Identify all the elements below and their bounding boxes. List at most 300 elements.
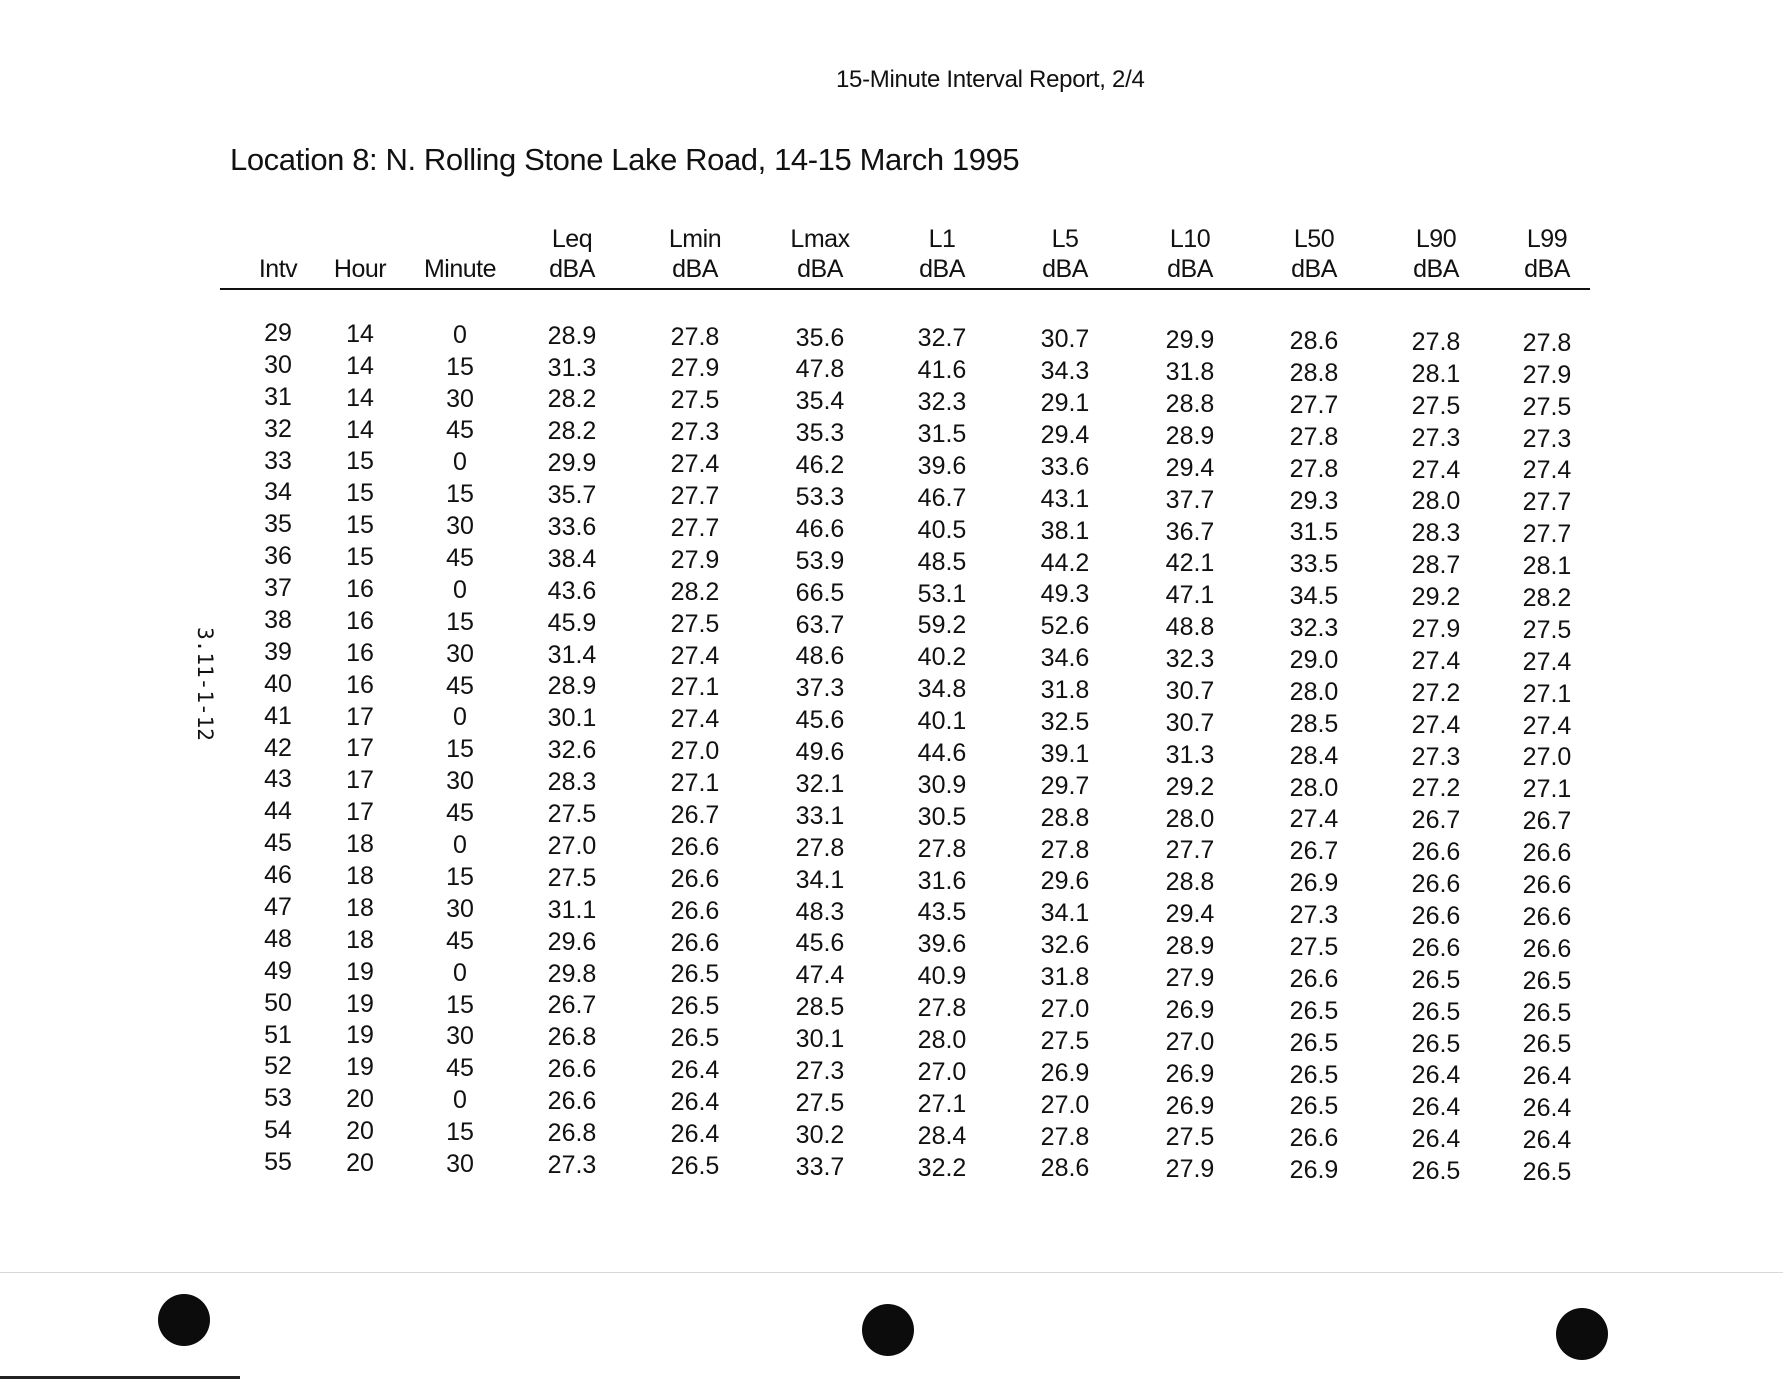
cell-hour: 15: [346, 447, 374, 476]
cell-l90: 28.1: [1411, 359, 1461, 388]
column-header-unit: dBA: [1291, 255, 1337, 283]
cell-l90: 27.5: [1411, 391, 1461, 420]
cell-l50: 29.0: [1289, 646, 1339, 674]
cell-l90: 26.6: [1411, 838, 1461, 867]
cell-l1: 32.7: [917, 324, 967, 353]
cell-leq: 45.9: [547, 608, 597, 637]
cell-leq: 28.3: [547, 768, 597, 797]
cell-l5: 31.8: [1040, 676, 1090, 705]
column-header-name: L50: [1293, 225, 1335, 253]
cell-l90: 26.5: [1411, 1029, 1461, 1058]
cell-l1: 46.7: [917, 483, 967, 512]
cell-l99: 27.0: [1522, 743, 1572, 772]
cell-l10: 28.9: [1165, 932, 1215, 961]
table-row: [220, 1051, 1590, 1091]
cell-l99: 28.1: [1522, 552, 1572, 581]
cell-l99: 26.5: [1522, 998, 1572, 1027]
bottom-edge-bar: [0, 1376, 240, 1379]
cell-l50: 27.8: [1289, 422, 1339, 451]
cell-minute: 45: [446, 1054, 474, 1083]
cell-lmax: 47.8: [795, 355, 845, 384]
column-header-unit: Hour: [333, 255, 387, 283]
table-row: [220, 1147, 1590, 1187]
cell-l99: 27.5: [1522, 392, 1572, 421]
cell-l5: 32.5: [1040, 707, 1090, 736]
cell-hour: 16: [346, 670, 374, 699]
cell-l1: 32.3: [917, 388, 967, 417]
cell-minute: 15: [446, 480, 474, 509]
cell-hour: 16: [346, 606, 374, 635]
column-header-name: Lmax: [790, 225, 850, 253]
cell-lmax: 53.3: [795, 482, 845, 511]
cell-l10: 28.8: [1165, 868, 1215, 897]
cell-hour: 15: [346, 511, 374, 540]
cell-l5: 27.8: [1040, 835, 1090, 864]
cell-l5: 26.9: [1040, 1058, 1090, 1087]
column-header-unit: dBA: [1413, 255, 1459, 283]
cell-l10: 37.7: [1165, 485, 1215, 514]
cell-l90: 26.7: [1411, 806, 1461, 835]
cell-l1: 27.1: [917, 1089, 967, 1118]
cell-l90: 26.6: [1411, 902, 1461, 931]
cell-lmin: 26.5: [670, 960, 720, 989]
cell-l10: 28.9: [1165, 421, 1215, 450]
column-header-unit: dBA: [797, 255, 843, 283]
cell-l10: 28.8: [1165, 389, 1215, 418]
cell-minute: 15: [446, 352, 474, 381]
cell-minute: 30: [446, 1149, 474, 1178]
cell-lmax: 27.5: [795, 1088, 845, 1117]
cell-l10: 27.9: [1165, 1155, 1215, 1184]
cell-l90: 27.4: [1411, 455, 1461, 484]
cell-l90: 26.5: [1411, 997, 1461, 1026]
cell-minute: 15: [446, 1118, 474, 1147]
cell-minute: 0: [453, 1086, 467, 1115]
cell-lmax: 46.2: [795, 451, 845, 480]
cell-lmax: 27.3: [795, 1056, 845, 1085]
cell-leq: 27.0: [547, 831, 597, 860]
cell-leq: 32.6: [547, 736, 597, 765]
cell-hour: 20: [346, 1085, 374, 1114]
cell-intv: 32: [264, 414, 292, 443]
cell-lmax: 35.3: [795, 419, 845, 448]
cell-l90: 27.4: [1411, 646, 1461, 675]
cell-intv: 51: [264, 1020, 292, 1049]
cell-minute: 30: [446, 384, 474, 413]
cell-lmax: 47.4: [795, 961, 845, 990]
cell-l99: 27.4: [1522, 456, 1572, 485]
cell-lmax: 35.6: [795, 323, 845, 352]
cell-l50: 26.7: [1289, 837, 1339, 866]
cell-hour: 18: [346, 893, 374, 922]
cell-lmax: 48.6: [795, 642, 845, 671]
cell-minute: 30: [446, 639, 474, 668]
cell-l5: 32.6: [1040, 931, 1090, 960]
column-header-l99: [1524, 224, 1570, 284]
cell-leq: 33.6: [547, 513, 597, 542]
column-header-name: L10: [1169, 225, 1211, 253]
cell-l50: 26.6: [1289, 964, 1339, 993]
cell-l1: 40.5: [917, 515, 967, 544]
cell-minute: 30: [446, 512, 474, 541]
cell-lmax: 45.6: [795, 929, 845, 958]
cell-minute: 0: [453, 448, 467, 477]
cell-l99: 27.7: [1522, 520, 1572, 549]
cell-l10: 28.0: [1165, 804, 1215, 833]
cell-l50: 28.0: [1289, 773, 1339, 802]
cell-l90: 27.3: [1411, 423, 1461, 452]
cell-l5: 30.7: [1040, 325, 1090, 354]
cell-l5: 27.8: [1040, 1122, 1090, 1151]
cell-leq: 26.6: [547, 1087, 597, 1116]
cell-l50: 28.8: [1289, 358, 1339, 387]
cell-intv: 53: [264, 1084, 292, 1113]
cell-l50: 34.5: [1289, 582, 1339, 611]
cell-l50: 26.5: [1289, 1092, 1339, 1121]
cell-hour: 16: [346, 638, 374, 667]
cell-l1: 31.6: [917, 866, 967, 895]
punch-hole: [158, 1294, 210, 1346]
table-row: [220, 414, 1590, 453]
table-row: [220, 892, 1590, 931]
cell-intv: 34: [264, 478, 292, 507]
cell-leq: 31.3: [547, 353, 597, 382]
table-header: [220, 218, 1590, 288]
column-header-name: L1: [928, 225, 956, 253]
cell-leq: 26.8: [547, 1023, 597, 1052]
cell-l99: 27.9: [1522, 360, 1572, 389]
cell-l1: 31.5: [917, 420, 967, 449]
cell-hour: 17: [346, 734, 374, 763]
cell-l99: 26.5: [1522, 1030, 1572, 1059]
cell-l99: 27.1: [1522, 775, 1572, 804]
cell-hour: 14: [346, 351, 374, 380]
cell-l10: 26.9: [1165, 1059, 1215, 1088]
cell-intv: 30: [264, 350, 292, 379]
cell-l99: 26.5: [1522, 966, 1572, 995]
cell-l10: 29.4: [1165, 453, 1215, 482]
cell-minute: 45: [446, 416, 474, 445]
cell-hour: 19: [346, 1021, 374, 1050]
cell-minute: 15: [446, 735, 474, 764]
table-row: [220, 701, 1590, 740]
table-row: [220, 924, 1590, 963]
cell-l50: 28.0: [1289, 677, 1339, 706]
table-row: [220, 988, 1590, 1027]
column-header-unit: dBA: [1524, 255, 1570, 283]
table-row: [220, 541, 1590, 581]
cell-l1: 28.4: [917, 1121, 967, 1150]
cell-l5: 43.1: [1040, 484, 1090, 513]
cell-l90: 27.8: [1411, 328, 1461, 356]
table-row: [220, 669, 1590, 708]
cell-l10: 31.8: [1165, 358, 1215, 387]
cell-l1: 27.8: [917, 834, 967, 863]
cell-intv: 35: [264, 510, 292, 539]
cell-l10: 27.0: [1165, 1027, 1215, 1056]
cell-lmin: 27.0: [670, 737, 720, 766]
cell-l90: 27.4: [1411, 710, 1461, 739]
table-row: [220, 796, 1590, 836]
cell-l10: 47.1: [1165, 581, 1215, 610]
cell-intv: 36: [264, 542, 292, 571]
cell-intv: 48: [264, 924, 292, 953]
cell-l99: 26.6: [1522, 839, 1572, 868]
page-number-label: 3.11-1-12: [192, 627, 217, 741]
table-body: [220, 318, 1590, 1187]
column-header-unit: Intv: [258, 255, 298, 283]
cell-l1: 28.0: [917, 1025, 967, 1054]
cell-l99: 27.4: [1522, 647, 1572, 676]
column-header-minute: [424, 254, 496, 284]
cell-hour: 19: [346, 989, 374, 1018]
cell-leq: 28.2: [547, 417, 597, 446]
cell-l99: 26.6: [1522, 934, 1572, 963]
cell-l90: 27.3: [1411, 742, 1461, 771]
cell-intv: 54: [264, 1116, 292, 1145]
cell-lmax: 33.7: [795, 1152, 845, 1181]
cell-l1: 44.6: [917, 738, 967, 767]
cell-intv: 29: [264, 319, 292, 347]
table-row: [220, 605, 1590, 644]
column-header-unit: dBA: [672, 255, 718, 283]
header-rule: [220, 288, 1590, 290]
cell-minute: 30: [446, 1022, 474, 1051]
cell-lmin: 26.6: [670, 928, 720, 957]
cell-l5: 39.1: [1040, 739, 1090, 768]
cell-l50: 26.6: [1289, 1124, 1339, 1153]
cell-leq: 38.4: [547, 544, 597, 573]
cell-lmin: 26.4: [670, 1119, 720, 1148]
cell-leq: 31.4: [547, 640, 597, 669]
cell-lmin: 27.1: [670, 769, 720, 798]
column-header-name: L5: [1051, 225, 1079, 253]
cell-l90: 26.4: [1411, 1093, 1461, 1122]
cell-hour: 14: [346, 415, 374, 444]
cell-l5: 34.3: [1040, 357, 1090, 386]
cell-lmax: 63.7: [795, 610, 845, 639]
cell-l99: 26.4: [1522, 1126, 1572, 1155]
cell-leq: 27.3: [547, 1150, 597, 1179]
report-title: 15-Minute Interval Report, 2/4: [836, 66, 1145, 93]
cell-l5: 29.7: [1040, 771, 1090, 800]
cell-l50: 28.6: [1289, 327, 1339, 356]
cell-hour: 19: [346, 957, 374, 986]
table-row: [220, 573, 1590, 613]
cell-l90: 26.4: [1411, 1061, 1461, 1090]
column-header-hour: [334, 254, 386, 284]
cell-l1: 39.6: [917, 930, 967, 959]
cell-leq: 26.7: [547, 991, 597, 1020]
cell-lmax: 32.1: [795, 769, 845, 798]
column-header-l90: [1413, 224, 1459, 284]
column-header-leq: [549, 224, 595, 284]
cell-lmax: 45.6: [795, 706, 845, 735]
cell-lmin: 26.6: [670, 832, 720, 861]
cell-lmin: 27.8: [670, 322, 720, 351]
cell-l99: 27.5: [1522, 615, 1572, 644]
cell-minute: 45: [446, 799, 474, 828]
cell-l10: 27.7: [1165, 836, 1215, 865]
cell-l5: 27.5: [1040, 1026, 1090, 1055]
cell-l90: 26.6: [1411, 933, 1461, 962]
cell-l90: 29.2: [1411, 583, 1461, 612]
cell-lmax: 53.9: [795, 546, 845, 575]
cell-minute: 15: [446, 862, 474, 891]
cell-l50: 32.3: [1289, 614, 1339, 643]
column-header-unit: dBA: [919, 255, 965, 283]
cell-l50: 28.5: [1289, 709, 1339, 738]
table-row: [220, 382, 1590, 421]
cell-lmin: 27.7: [670, 513, 720, 542]
cell-intv: 50: [264, 988, 292, 1017]
cell-l50: 26.5: [1289, 1060, 1339, 1089]
cell-lmin: 26.6: [670, 896, 720, 925]
cell-l5: 27.0: [1040, 995, 1090, 1023]
cell-lmin: 26.4: [670, 1087, 720, 1116]
cell-l90: 26.5: [1411, 1157, 1461, 1186]
cell-l90: 26.4: [1411, 1125, 1461, 1154]
cell-minute: 0: [453, 575, 467, 604]
cell-lmin: 26.5: [670, 992, 720, 1021]
cell-hour: 14: [346, 383, 374, 412]
cell-minute: 15: [446, 607, 474, 636]
cell-leq: 26.6: [547, 1055, 597, 1084]
cell-lmax: 27.8: [795, 833, 845, 862]
cell-hour: 17: [346, 702, 374, 731]
cell-l10: 26.9: [1165, 1091, 1215, 1120]
cell-intv: 42: [264, 733, 292, 762]
cell-l90: 26.6: [1411, 870, 1461, 899]
cell-l1: 27.8: [917, 994, 967, 1023]
cell-lmax: 48.3: [795, 897, 845, 926]
cell-intv: 55: [264, 1148, 292, 1177]
cell-l1: 27.0: [917, 1057, 967, 1086]
column-header-lmin: [669, 224, 721, 284]
cell-hour: 17: [346, 766, 374, 795]
punch-hole: [1556, 1308, 1608, 1360]
cell-l90: 27.9: [1411, 615, 1461, 644]
cell-intv: 49: [264, 956, 292, 985]
table-row: [220, 1020, 1590, 1059]
cell-l5: 38.1: [1040, 516, 1090, 545]
cell-l5: 34.1: [1040, 899, 1090, 928]
cell-minute: 0: [453, 320, 467, 349]
page-edge-line: [0, 1272, 1783, 1273]
cell-l50: 26.9: [1289, 869, 1339, 898]
table-row: [220, 1083, 1590, 1123]
column-header-unit: dBA: [1167, 255, 1213, 283]
column-header-l1: [919, 224, 965, 284]
cell-l1: 32.2: [917, 1153, 967, 1182]
cell-l50: 27.4: [1289, 805, 1339, 834]
cell-hour: 15: [346, 543, 374, 572]
cell-hour: 18: [346, 925, 374, 954]
cell-l10: 36.7: [1165, 517, 1215, 546]
cell-intv: 40: [264, 669, 292, 698]
cell-l99: 28.2: [1522, 584, 1572, 613]
cell-lmax: 30.1: [795, 1025, 845, 1054]
column-header-name: L99: [1526, 225, 1568, 253]
column-header-name: Leq: [551, 225, 593, 253]
cell-minute: 30: [446, 767, 474, 796]
cell-l1: 40.2: [917, 643, 967, 672]
cell-l50: 27.5: [1289, 933, 1339, 962]
cell-l99: 26.5: [1522, 1158, 1572, 1187]
cell-lmax: 46.6: [795, 514, 845, 543]
table-row: [220, 637, 1590, 676]
cell-hour: 18: [346, 862, 374, 891]
table-row: [220, 318, 1590, 357]
cell-lmax: 33.1: [795, 801, 845, 830]
cell-minute: 45: [446, 671, 474, 700]
cell-hour: 14: [346, 319, 374, 348]
cell-l5: 31.8: [1040, 963, 1090, 992]
cell-lmax: 30.2: [795, 1120, 845, 1149]
cell-lmin: 28.2: [670, 577, 720, 606]
cell-leq: 29.9: [547, 449, 597, 478]
table-row: [220, 860, 1590, 900]
cell-l10: 31.3: [1165, 740, 1215, 769]
cell-l5: 52.6: [1040, 612, 1090, 641]
cell-l5: 28.8: [1040, 803, 1090, 832]
cell-minute: 15: [446, 990, 474, 1019]
cell-l50: 27.7: [1289, 390, 1339, 419]
cell-intv: 38: [264, 606, 292, 635]
cell-l1: 30.9: [917, 770, 967, 799]
cell-l5: 27.0: [1040, 1090, 1090, 1119]
cell-hour: 16: [346, 575, 374, 604]
column-header-unit: Minute: [423, 255, 497, 283]
cell-l50: 29.3: [1289, 486, 1339, 515]
cell-intv: 41: [264, 701, 292, 730]
cell-l99: 27.1: [1522, 679, 1572, 708]
cell-intv: 43: [264, 765, 292, 794]
column-header-l10: [1167, 224, 1213, 284]
location-title: Location 8: N. Rolling Stone Lake Road, 14-15 March 1995: [230, 142, 1020, 177]
cell-l99: 26.6: [1522, 902, 1572, 931]
cell-leq: 27.5: [547, 863, 597, 892]
cell-lmin: 26.6: [670, 864, 720, 893]
table-row: [220, 733, 1590, 772]
cell-l90: 28.0: [1411, 487, 1461, 516]
cell-lmin: 26.7: [670, 800, 720, 829]
cell-lmax: 34.1: [795, 865, 845, 894]
cell-intv: 37: [264, 574, 292, 603]
cell-minute: 0: [453, 703, 467, 732]
cell-l10: 26.9: [1165, 995, 1215, 1024]
cell-l10: 29.9: [1165, 326, 1215, 355]
cell-l5: 28.6: [1040, 1154, 1090, 1183]
column-header-l50: [1291, 224, 1337, 284]
cell-lmin: 27.9: [670, 545, 720, 574]
cell-intv: 45: [264, 829, 292, 858]
cell-l50: 27.3: [1289, 901, 1339, 930]
column-header-unit: dBA: [549, 255, 595, 283]
cell-l10: 30.7: [1165, 676, 1215, 705]
cell-intv: 33: [264, 446, 292, 475]
cell-l99: 26.6: [1522, 871, 1572, 900]
column-header-name: Lmin: [668, 225, 722, 253]
cell-leq: 27.5: [547, 800, 597, 829]
cell-lmin: 27.1: [670, 673, 720, 702]
cell-leq: 35.7: [547, 481, 597, 510]
cell-lmin: 27.5: [670, 386, 720, 415]
cell-l5: 34.6: [1040, 644, 1090, 673]
cell-l5: 44.2: [1040, 548, 1090, 577]
cell-l90: 28.3: [1411, 519, 1461, 548]
cell-leq: 31.1: [547, 895, 597, 924]
